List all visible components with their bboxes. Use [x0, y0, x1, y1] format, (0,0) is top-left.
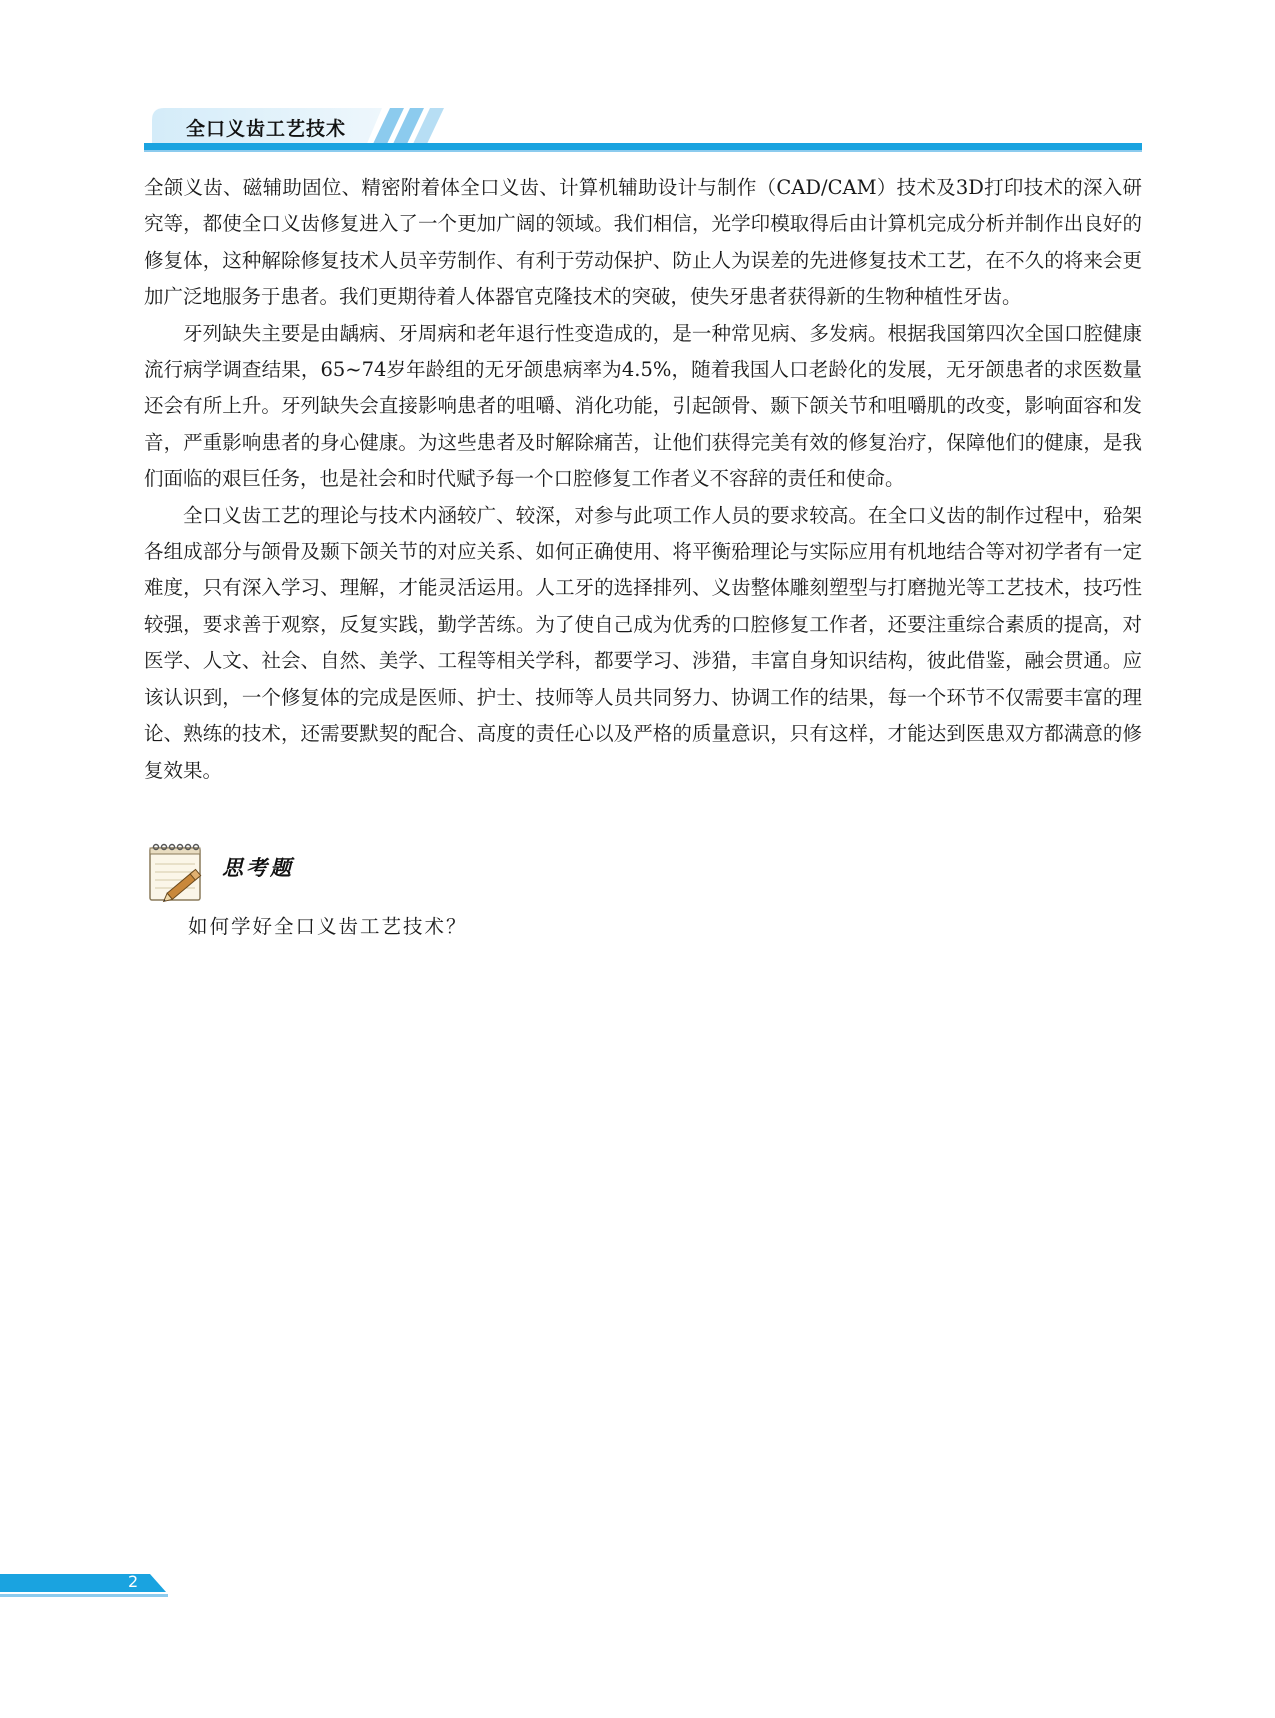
header-title: 全口义齿工艺技术 — [186, 118, 347, 140]
think-section-heading — [144, 840, 544, 904]
think-question: 如何学好全口义齿工艺技术？ — [188, 915, 468, 938]
paragraph-1: 全颌义齿、磁辅助固位、精密附着体全口义齿、计算机辅助设计与制作（CAD/CAM）技术及3D打印技术的深入研究等，都使全口义齿修复进入了一个更加广阔的领域。我们相信，光学印模取得后由计算机完成分析并制作出良好的修复体，这种解除修复技术人员辛劳制作、有利于劳动保护、防止人为误差的先进修复技术工艺，在不久的将来会更加广泛地服务于患者。我们更期待着人体器官克隆技术的突破，使失牙患者获得新的生物种植性牙齿。 — [144, 176, 1142, 309]
paragraph-3: 全口义齿工艺的理论与技术内涵较广、较深，对参与此项工作人员的要求较高。在全口义齿的制作过程中，𬌗架各组成部分与颌骨及颞下颌关节的对应关系、如何正确使用、将平衡𬌗理论与实际应用有机地结合等对初学者有一定难度，只有深入学习、理解，才能灵活运用。人工牙的选择排列、义齿整体雕刻塑型与打磨抛光等工艺技术，技巧性较强，要求善于观察，反复实践，勤学苦练。为了使自己成为优秀的口腔修复工作者，还要注重综合素质的提高，对医学、人文、社会、自然、美学、工程等相关学科，都要学习、涉猎，丰富自身知识结构，彼此借鉴，融会贯通。应该认识到，一个修复体的完成是医师、护士、技师等人员共同努力、协调工作的结果，每一个环节不仅需要丰富的理论、熟练的技术，还需要默契的配合、高度的责任心以及严格的质量意识，只有这样，才能达到医患双方都满意的修复效果。 — [144, 503, 1142, 782]
page-footer — [0, 1570, 180, 1600]
notepad-pencil-icon — [144, 840, 210, 904]
body-text — [144, 170, 1142, 789]
running-header — [0, 0, 1275, 160]
footer-tab-graphic — [0, 1570, 180, 1600]
paragraph-2: 牙列缺失主要是由龋病、牙周病和老年退行性变造成的，是一种常见病、多发病。根据我国第四次全国口腔健康流行病学调查结果，65~74岁年龄组的无牙颌患病率为4.5%，随着我国人口老龄化的发展，无牙颌患者的求医数量还会有所上升。牙列缺失会直接影响患者的咀嚼、消化功能，引起颌骨、颞下颌关节和咀嚼肌的改变，影响面容和发音，严重影响患者的身心健康。为这些患者及时解除痛苦，让他们获得完美有效的修复治疗，保障他们的健康，是我们面临的艰巨任务，也是社会和时代赋予每一个口腔修复工作者义不容辞的责任和使命。 — [144, 321, 1142, 491]
think-title: 思考题 — [222, 855, 294, 880]
page-number: 2 — [128, 1572, 139, 1591]
